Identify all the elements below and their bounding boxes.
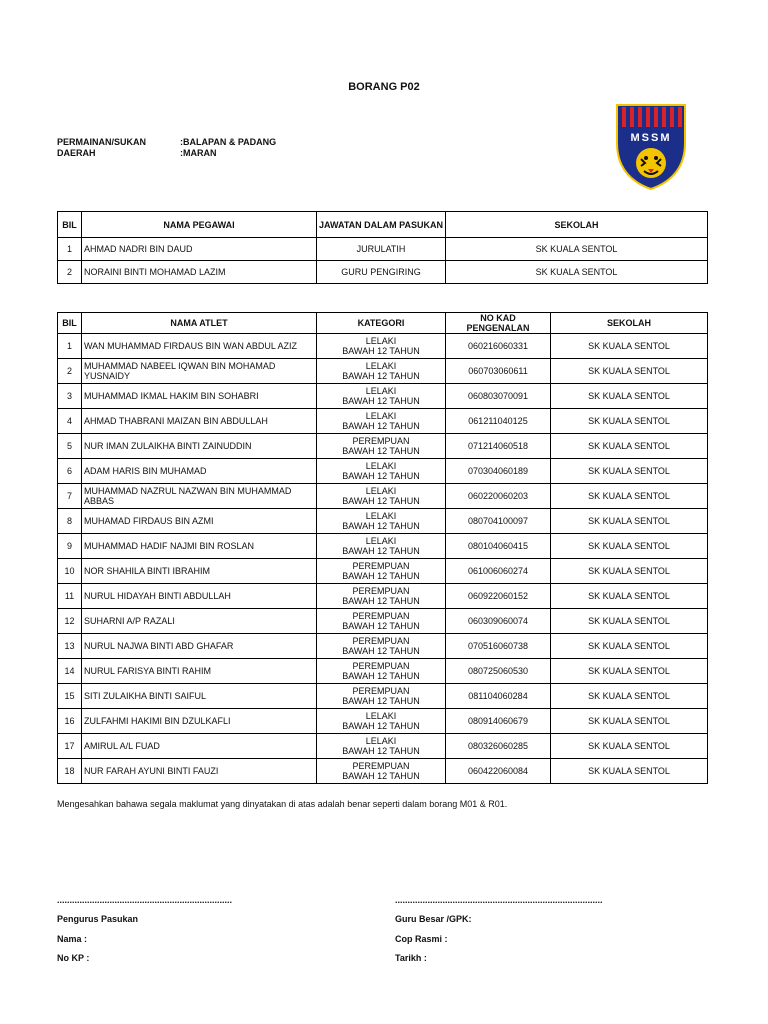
certification-note: Mengesahkan bahawa segala maklumat yang dinyatakan di atas adalah benar seperti dalam borang M01 & R01. bbox=[57, 799, 508, 809]
athlete-name: NURUL FARISYA BINTI RAHIM bbox=[82, 659, 317, 684]
athletes-header-ic: NO KAD PENGENALAN bbox=[446, 313, 551, 334]
athlete-age-group: BAWAH 12 TAHUN bbox=[342, 646, 420, 656]
athlete-school: SK KUALA SENTOL bbox=[551, 484, 708, 509]
athlete-ic-number: 081104060284 bbox=[446, 684, 551, 709]
athletes-header-bil: BIL bbox=[58, 313, 82, 334]
athlete-school: SK KUALA SENTOL bbox=[551, 609, 708, 634]
athlete-bil: 10 bbox=[58, 559, 82, 584]
athlete-bil: 3 bbox=[58, 384, 82, 409]
athlete-row bbox=[58, 609, 708, 634]
athlete-school: SK KUALA SENTOL bbox=[551, 734, 708, 759]
athlete-row bbox=[58, 684, 708, 709]
athlete-age-group: BAWAH 12 TAHUN bbox=[342, 546, 420, 556]
athlete-age-group: BAWAH 12 TAHUN bbox=[342, 596, 420, 606]
officer-school: SK KUALA SENTOL bbox=[446, 261, 708, 284]
athlete-bil: 5 bbox=[58, 434, 82, 459]
athlete-bil: 8 bbox=[58, 509, 82, 534]
athlete-age-group: BAWAH 12 TAHUN bbox=[342, 421, 420, 431]
athlete-school: SK KUALA SENTOL bbox=[551, 659, 708, 684]
form-meta bbox=[57, 137, 276, 159]
athletes-header-row bbox=[58, 313, 708, 334]
athlete-age-group: BAWAH 12 TAHUN bbox=[342, 621, 420, 631]
athlete-gender: PEREMPUAN bbox=[352, 586, 410, 596]
athlete-gender: PEREMPUAN bbox=[352, 561, 410, 571]
mssm-logo-icon bbox=[615, 103, 687, 191]
signature-line-right: ................................................................................... bbox=[395, 895, 603, 905]
athlete-name: NUR FARAH AYUNI BINTI FAUZI bbox=[82, 759, 317, 784]
athlete-school: SK KUALA SENTOL bbox=[551, 384, 708, 409]
athlete-gender: PEREMPUAN bbox=[352, 661, 410, 671]
athlete-school: SK KUALA SENTOL bbox=[551, 409, 708, 434]
athlete-bil: 9 bbox=[58, 534, 82, 559]
meta-district-label: DAERAH bbox=[57, 148, 96, 158]
athlete-ic-number: 071214060518 bbox=[446, 434, 551, 459]
athletes-header-name: NAMA ATLET bbox=[82, 313, 317, 334]
athlete-category bbox=[317, 484, 446, 509]
athlete-name: MUHAMMAD HADIF NAJMI BIN ROSLAN bbox=[82, 534, 317, 559]
athlete-ic-number: 060422060084 bbox=[446, 759, 551, 784]
officer-row bbox=[58, 261, 708, 284]
athlete-row bbox=[58, 559, 708, 584]
officers-header-school: SEKOLAH bbox=[446, 212, 708, 238]
officer-name: AHMAD NADRI BIN DAUD bbox=[82, 238, 317, 261]
athlete-row bbox=[58, 459, 708, 484]
athlete-name: NOR SHAHILA BINTI IBRAHIM bbox=[82, 559, 317, 584]
officer-row bbox=[58, 238, 708, 261]
athlete-age-group: BAWAH 12 TAHUN bbox=[342, 446, 420, 456]
athlete-gender: LELAKI bbox=[365, 386, 397, 396]
athlete-gender: PEREMPUAN bbox=[352, 636, 410, 646]
meta-sport-label: PERMAINAN/SUKAN bbox=[57, 137, 147, 147]
athlete-age-group: BAWAH 12 TAHUN bbox=[342, 571, 420, 581]
logo-text: MSSM bbox=[630, 132, 672, 144]
athlete-bil: 1 bbox=[58, 334, 82, 359]
officers-header-bil: BIL bbox=[58, 212, 82, 238]
athlete-school: SK KUALA SENTOL bbox=[551, 559, 708, 584]
athlete-bil: 4 bbox=[58, 409, 82, 434]
official-stamp-label: Cop Rasmi : bbox=[395, 934, 448, 944]
athlete-name: MUHAMAD FIRDAUS BIN AZMI bbox=[82, 509, 317, 534]
officers-table bbox=[57, 211, 708, 284]
athlete-gender: LELAKI bbox=[365, 736, 397, 746]
athlete-age-group: BAWAH 12 TAHUN bbox=[342, 346, 420, 356]
athlete-age-group: BAWAH 12 TAHUN bbox=[342, 771, 420, 781]
athlete-category bbox=[317, 634, 446, 659]
athlete-row bbox=[58, 509, 708, 534]
athlete-ic-number: 080704100097 bbox=[446, 509, 551, 534]
athlete-gender: LELAKI bbox=[365, 361, 397, 371]
athlete-category bbox=[317, 509, 446, 534]
athlete-name: MUHAMMAD NAZRUL NAZWAN BIN MUHAMMAD ABBAS bbox=[82, 484, 317, 509]
athlete-name: SUHARNI A/P RAZALI bbox=[82, 609, 317, 634]
athlete-row bbox=[58, 334, 708, 359]
officer-position: GURU PENGIRING bbox=[317, 261, 446, 284]
athlete-row bbox=[58, 384, 708, 409]
athlete-bil: 14 bbox=[58, 659, 82, 684]
athlete-category bbox=[317, 659, 446, 684]
athlete-name: NUR IMAN ZULAIKHA BINTI ZAINUDDIN bbox=[82, 434, 317, 459]
athlete-row bbox=[58, 634, 708, 659]
athlete-name: AHMAD THABRANI MAIZAN BIN ABDULLAH bbox=[82, 409, 317, 434]
athlete-row bbox=[58, 484, 708, 509]
athlete-row bbox=[58, 584, 708, 609]
athlete-gender: PEREMPUAN bbox=[352, 686, 410, 696]
athlete-bil: 16 bbox=[58, 709, 82, 734]
athlete-category bbox=[317, 409, 446, 434]
athlete-ic-number: 060216060331 bbox=[446, 334, 551, 359]
athlete-bil: 15 bbox=[58, 684, 82, 709]
form-title: BORANG P02 bbox=[348, 81, 420, 93]
athlete-row bbox=[58, 359, 708, 384]
athlete-school: SK KUALA SENTOL bbox=[551, 534, 708, 559]
athlete-gender: LELAKI bbox=[365, 511, 397, 521]
officer-name: NORAINI BINTI MOHAMAD LAZIM bbox=[82, 261, 317, 284]
athlete-bil: 12 bbox=[58, 609, 82, 634]
athlete-category bbox=[317, 459, 446, 484]
athlete-school: SK KUALA SENTOL bbox=[551, 509, 708, 534]
athlete-category bbox=[317, 534, 446, 559]
athlete-gender: PEREMPUAN bbox=[352, 436, 410, 446]
athlete-school: SK KUALA SENTOL bbox=[551, 684, 708, 709]
athlete-category bbox=[317, 609, 446, 634]
athlete-ic-number: 070304060189 bbox=[446, 459, 551, 484]
officers-header-name: NAMA PEGAWAI bbox=[82, 212, 317, 238]
athlete-ic-number: 061006060274 bbox=[446, 559, 551, 584]
athlete-row bbox=[58, 409, 708, 434]
meta-sport-value: :BALAPAN & PADANG bbox=[180, 137, 277, 147]
athlete-name: AMIRUL A/L FUAD bbox=[82, 734, 317, 759]
athlete-row bbox=[58, 759, 708, 784]
officers-header-position: JAWATAN DALAM PASUKAN bbox=[317, 212, 446, 238]
athlete-category bbox=[317, 334, 446, 359]
athlete-category bbox=[317, 709, 446, 734]
athlete-name: MUHAMMAD IKMAL HAKIM BIN SOHABRI bbox=[82, 384, 317, 409]
athlete-name: MUHAMMAD NABEEL IQWAN BIN MOHAMAD YUSNAIDY bbox=[82, 359, 317, 384]
athlete-age-group: BAWAH 12 TAHUN bbox=[342, 496, 420, 506]
athlete-category bbox=[317, 584, 446, 609]
athlete-age-group: BAWAH 12 TAHUN bbox=[342, 471, 420, 481]
athlete-school: SK KUALA SENTOL bbox=[551, 709, 708, 734]
officer-bil: 1 bbox=[58, 238, 82, 261]
athlete-row bbox=[58, 534, 708, 559]
athlete-ic-number: 080914060679 bbox=[446, 709, 551, 734]
athlete-row bbox=[58, 734, 708, 759]
athlete-name: NURUL HIDAYAH BINTI ABDULLAH bbox=[82, 584, 317, 609]
athlete-category bbox=[317, 384, 446, 409]
meta-district-value: :MARAN bbox=[180, 148, 217, 158]
date-label: Tarikh : bbox=[395, 953, 427, 963]
athlete-ic-number: 060220060203 bbox=[446, 484, 551, 509]
athlete-bil: 11 bbox=[58, 584, 82, 609]
athlete-school: SK KUALA SENTOL bbox=[551, 759, 708, 784]
athlete-gender: PEREMPUAN bbox=[352, 761, 410, 771]
athlete-bil: 18 bbox=[58, 759, 82, 784]
athlete-ic-number: 080725060530 bbox=[446, 659, 551, 684]
athlete-bil: 2 bbox=[58, 359, 82, 384]
name-label: Nama : bbox=[57, 934, 88, 944]
athlete-gender: LELAKI bbox=[365, 411, 397, 421]
athlete-name: NURUL NAJWA BINTI ABD GHAFAR bbox=[82, 634, 317, 659]
athlete-age-group: BAWAH 12 TAHUN bbox=[342, 746, 420, 756]
athletes-table bbox=[57, 312, 708, 784]
athlete-bil: 17 bbox=[58, 734, 82, 759]
athlete-category bbox=[317, 684, 446, 709]
athlete-school: SK KUALA SENTOL bbox=[551, 634, 708, 659]
athlete-gender: LELAKI bbox=[365, 536, 397, 546]
athletes-header-school: SEKOLAH bbox=[551, 313, 708, 334]
athlete-age-group: BAWAH 12 TAHUN bbox=[342, 371, 420, 381]
athlete-age-group: BAWAH 12 TAHUN bbox=[342, 521, 420, 531]
athlete-ic-number: 080104060415 bbox=[446, 534, 551, 559]
athlete-ic-number: 070516060738 bbox=[446, 634, 551, 659]
athlete-row bbox=[58, 709, 708, 734]
athlete-gender: LELAKI bbox=[365, 461, 397, 471]
athlete-ic-number: 060703060611 bbox=[446, 359, 551, 384]
athlete-name: ADAM HARIS BIN MUHAMAD bbox=[82, 459, 317, 484]
meta-sport bbox=[57, 137, 276, 148]
athlete-gender: LELAKI bbox=[365, 486, 397, 496]
team-manager-label: Pengurus Pasukan bbox=[57, 914, 139, 924]
officer-position: JURULATIH bbox=[317, 238, 446, 261]
athlete-category bbox=[317, 359, 446, 384]
athlete-ic-number: 080326060285 bbox=[446, 734, 551, 759]
athlete-school: SK KUALA SENTOL bbox=[551, 584, 708, 609]
athlete-school: SK KUALA SENTOL bbox=[551, 434, 708, 459]
athlete-age-group: BAWAH 12 TAHUN bbox=[342, 696, 420, 706]
officer-school: SK KUALA SENTOL bbox=[446, 238, 708, 261]
athlete-age-group: BAWAH 12 TAHUN bbox=[342, 396, 420, 406]
athlete-row bbox=[58, 434, 708, 459]
athlete-gender: LELAKI bbox=[365, 336, 397, 346]
officers-header-row bbox=[58, 212, 708, 238]
athlete-category bbox=[317, 559, 446, 584]
athlete-category bbox=[317, 434, 446, 459]
athlete-gender: LELAKI bbox=[365, 711, 397, 721]
athlete-name: ZULFAHMI HAKIMI BIN DZULKAFLI bbox=[82, 709, 317, 734]
athlete-age-group: BAWAH 12 TAHUN bbox=[342, 721, 420, 731]
officer-bil: 2 bbox=[58, 261, 82, 284]
athlete-name: SITI ZULAIKHA BINTI SAIFUL bbox=[82, 684, 317, 709]
athlete-ic-number: 061211040125 bbox=[446, 409, 551, 434]
athletes-header-category: KATEGORI bbox=[317, 313, 446, 334]
athlete-school: SK KUALA SENTOL bbox=[551, 459, 708, 484]
athlete-name: WAN MUHAMMAD FIRDAUS BIN WAN ABDUL AZIZ bbox=[82, 334, 317, 359]
athlete-ic-number: 060309060074 bbox=[446, 609, 551, 634]
athlete-age-group: BAWAH 12 TAHUN bbox=[342, 671, 420, 681]
athlete-school: SK KUALA SENTOL bbox=[551, 334, 708, 359]
athlete-gender: PEREMPUAN bbox=[352, 611, 410, 621]
athlete-row bbox=[58, 659, 708, 684]
athlete-bil: 7 bbox=[58, 484, 82, 509]
athlete-bil: 6 bbox=[58, 459, 82, 484]
signature-line-left: ...................................................................... bbox=[57, 895, 233, 905]
athlete-category bbox=[317, 759, 446, 784]
athlete-ic-number: 060803070091 bbox=[446, 384, 551, 409]
athlete-ic-number: 060922060152 bbox=[446, 584, 551, 609]
meta-district bbox=[57, 148, 276, 159]
athlete-bil: 13 bbox=[58, 634, 82, 659]
athlete-category bbox=[317, 734, 446, 759]
headmaster-label: Guru Besar /GPK: bbox=[395, 914, 472, 924]
ic-number-label: No KP : bbox=[57, 953, 90, 963]
athlete-school: SK KUALA SENTOL bbox=[551, 359, 708, 384]
